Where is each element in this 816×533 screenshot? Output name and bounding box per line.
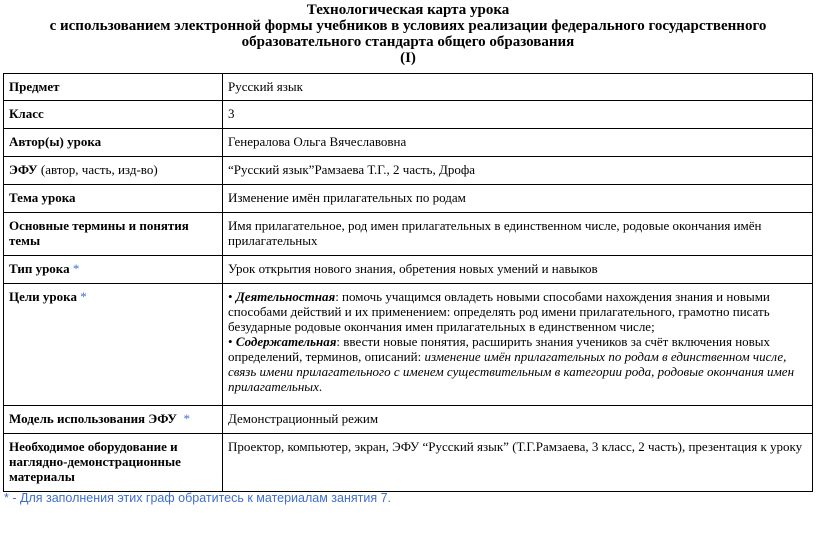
table-row-grade [4, 101, 813, 129]
table-row-efu [4, 157, 813, 185]
type-label [4, 256, 223, 284]
goals-content-text: : ввести новые понятия, расширить знания учеников за счёт включения новых определений, терминов, описаний: [228, 334, 771, 364]
equipment-value: Проектор, компьютер, экран, ЭФУ “Русский язык” (Т.Г.Рамзаева, 3 класс, 2 часть), презентация к уроку [223, 434, 813, 492]
efu-label [4, 157, 223, 185]
model-value: Демонстрационный режим [223, 406, 813, 434]
title-line-2: с использованием электронной формы учебников в условиях реализации федерального государственного [49, 18, 767, 34]
goals-content-italic: изменение имён прилагательных по родам в единственном числе, связь имени прилагательного с именем существительным в категории рода, родовые окончания имен прилагательных [228, 349, 795, 394]
subject-value: Русский язык [223, 74, 813, 101]
table-row-equipment [4, 434, 813, 492]
goals-value [223, 284, 813, 406]
model-label-text: Модель использования ЭФУ [9, 411, 177, 426]
equipment-label: Необходимое оборудование и наглядно-демонстрационные материалы [4, 434, 223, 492]
goals-label [4, 284, 223, 406]
topic-label: Тема урока [4, 185, 223, 213]
type-star: * [72, 261, 80, 276]
type-label-text: Тип урока [9, 261, 70, 276]
table-row-topic [4, 185, 813, 213]
table-row-subject [4, 74, 813, 101]
type-value: Урок открытия нового знания, обретения новых умений и навыков [223, 256, 813, 284]
title-line-3: образовательного стандарта общего образования [241, 34, 575, 50]
author-value: Генералова Ольга Вячеславовна [223, 129, 813, 157]
goals-bullet-1: • [228, 289, 233, 304]
topic-value: Изменение имён прилагательных по родам [223, 185, 813, 213]
table-row-type [4, 256, 813, 284]
table-row-model [4, 406, 813, 434]
model-label [4, 406, 223, 434]
grade-label: Класс [4, 101, 223, 129]
goals-label-text: Цели урока [9, 289, 77, 304]
author-label: Автор(ы) урока [4, 129, 223, 157]
grade-value: 3 [223, 101, 813, 129]
goals-bullet-2: • [228, 334, 233, 349]
document-title [0, 0, 816, 66]
goals-content-term: Содержательная [235, 334, 337, 349]
terms-value: Имя прилагательное, род имен прилагательных в единственном числе, родовые окончания имён прилагательных [223, 213, 813, 256]
model-star: * [183, 411, 190, 426]
goals-activity-text: : помочь учащимся овладеть новыми способами нахождения знания и новыми способами действий и их применением: определять род имени прилагательного, грамотно писать безударные родовые окончания имен прилагательных в единственном числе; [228, 289, 770, 334]
efu-value: “Русский язык”Рамзаева Т.Г., 2 часть, Дрофа [223, 157, 813, 185]
title-line-4: (I) [400, 50, 416, 66]
goals-star: * [80, 289, 87, 304]
goals-content-end: . [318, 379, 323, 394]
efu-label-bold: ЭФУ [9, 162, 38, 177]
efu-label-rest: (автор, часть, изд-во) [37, 162, 158, 177]
table-row-goals [4, 284, 813, 406]
subject-label: Предмет [4, 74, 223, 101]
terms-label: Основные термины и понятия темы [4, 213, 223, 256]
footnote: * - Для заполнения этих граф обратитесь к материалам занятия 7. [4, 491, 392, 505]
table-row-terms [4, 213, 813, 256]
goals-activity-term: Деятельностная [235, 289, 336, 304]
lesson-card-table [3, 73, 813, 492]
table-row-author [4, 129, 813, 157]
title-line-1: Технологическая карта урока [306, 2, 510, 18]
